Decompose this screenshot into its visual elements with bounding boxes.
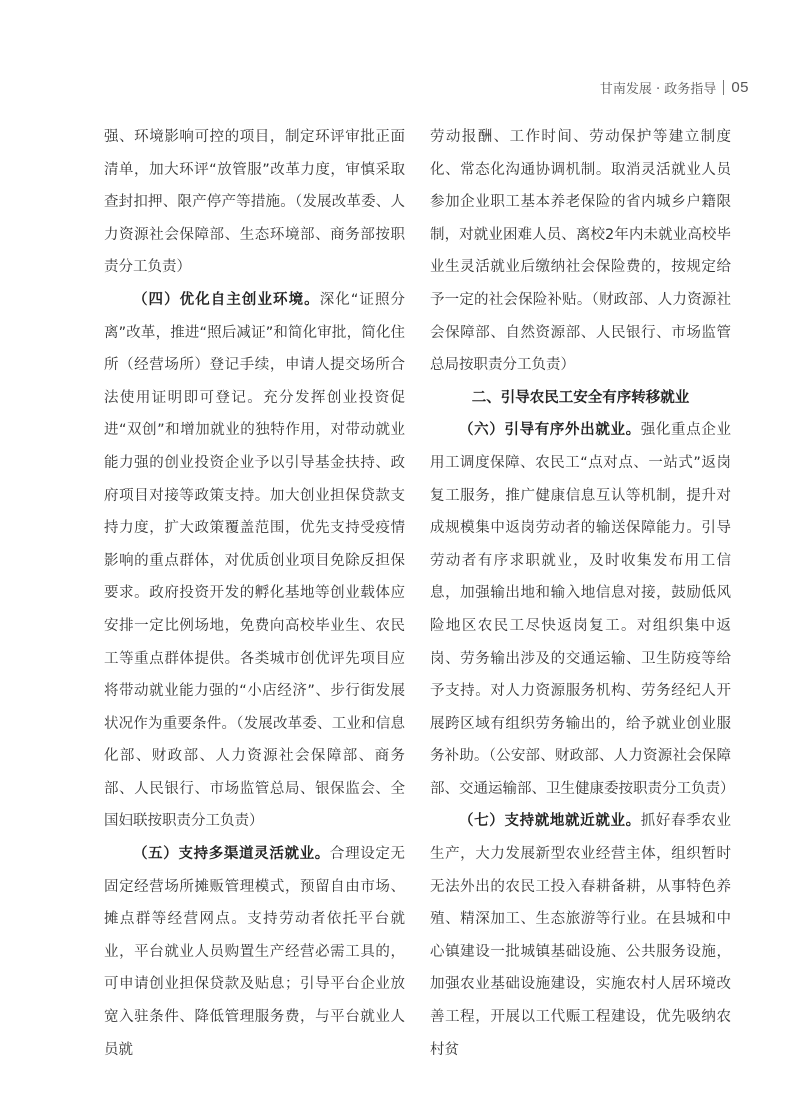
running-header (600, 78, 749, 97)
paragraph (430, 805, 731, 1066)
paragraph-body: 抓好春季农业生产，大力发展新型农业经营主体，组织暂时无法外出的农民工投入春耕备耕，从事特色养殖、精深加工、生态旅游等行业。在县城和中心镇建设一批城镇基础设施、公共服务设施，加强农业基础设施建设，实施农村人居环境改善工程，开展以工代赈工程建设，优先吸纳农村贫 (430, 813, 732, 1058)
paragraph (430, 414, 735, 805)
page-number: 05 (731, 79, 749, 96)
header-divider (723, 80, 724, 95)
paragraph-body: 合理设定无固定经营场所摊贩管理模式，预留自由市场、摊点群等经营网点。支持劳动者依托平台就业，平台就业人员购置生产经营必需工具的，可申请创业担保贷款及贴息；引导平台企业放宽入驻条件、降低管理服务费，与平台就业人员就 (104, 846, 406, 1058)
paragraph: 强、环境影响可控的项目，制定环评审批正面清单，加大环评“放管服”改革力度，审慎采取查封扣押、限产停产等措施。（发展改革委、人力资源社会保障部、生态环境部、商务部按职责分工负责） (104, 129, 405, 276)
paragraph: 劳动报酬、工作时间、劳动保护等建立制度化、常态化沟通协调机制。取消灵活就业人员参加企业职工基本养老保险的省内城乡户籍限制，对就业困难人员、离校2年内未就业高校毕业生灵活就业后缴纳社会保险费的，按规定给予一定的社会保险补贴。（财政部、人力资源社会保障部、自然资源部、人民银行、市场监管总局按职责分工负责） (430, 129, 731, 374)
paragraph (104, 838, 405, 1066)
right-column (430, 121, 735, 1066)
paragraph (104, 284, 405, 838)
paragraph-lead: （四）优化自主创业环境。 (133, 291, 320, 308)
paragraph-body: 强化重点企业用工调度保障、农民工“点对点、一站式”返岗复工服务，推广健康信息互认等机制，提升对成规模集中返岗劳动者的输送保障能力。引导劳动者有序求职就业，及时收集发布用工信息，加强输出地和输入地信息对接，鼓励低风险地区农民工尽快返岗复工。对组织集中返岗、劳务输出涉及的交通运输、卫生防疫等给予支持。对人力资源服务机构、劳务经纪人开展跨区域有组织劳务输出的，给予就业创业服务补助。（公安部、财政部、人力资源社会保障部、交通运输部、卫生健康委按职责分工负责） (430, 422, 735, 797)
paragraph-lead: （六）引导有序外出就业。 (459, 422, 641, 439)
paragraph-body: 深化“证照分离”改革，推进“照后减证”和简化审批，简化住所（经营场所）登记手续，申请人提交场所合法使用证明即可登记。充分发挥创业投资促进“双创”和增加就业的独特作用，对带动就业能力强的创业投资企业予以引导基金扶持、政府项目对接等政策支持。加大创业担保贷款支持力度，扩大政策覆盖范围，优先支持受疫情影响的重点群体，对优质创业项目免除反担保要求。政府投资开发的孵化基地等创业载体应安排一定比例场地，免费向高校毕业生、农民工等重点群体提供。各类城市创优评先项目应将带动就业能力强的“小店经济”、步行街发展状况作为重要条件。（发展改革委、工业和信息化部、财政部、人力资源社会保障部、商务部、人民银行、市场监管总局、银保监会、全国妇联按职责分工负责） (104, 291, 406, 830)
section-heading: 二、引导农民工安全有序转移就业 (471, 389, 690, 406)
paragraph-lead: （七）支持就地就近就业。 (459, 813, 641, 830)
header-title: 甘南发展 · 政务指导 (599, 82, 717, 97)
left-column (104, 121, 405, 1066)
paragraph-lead: （五）支持多渠道灵活就业。 (133, 846, 330, 863)
